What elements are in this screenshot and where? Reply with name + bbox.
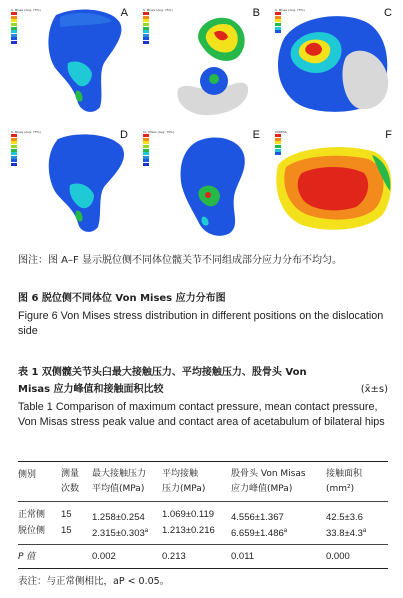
pelvis-stress-model-d [8, 125, 134, 243]
row-mean: 1.069±0.119 [162, 509, 215, 520]
header-side: 侧别 [18, 470, 37, 480]
panel-c [272, 3, 398, 121]
panel-label-b: B [252, 7, 260, 19]
contact-pressure-map-f [272, 125, 398, 243]
header-area-1: 接触面积 [326, 469, 363, 479]
p-label: P 值 [18, 552, 36, 562]
p-max: 0.002 [92, 551, 116, 562]
table-title-stat: (x̄±s) [360, 384, 388, 395]
row-area: 33.8±4.3$^a$ [326, 528, 367, 540]
row-side: 脱位侧 [18, 526, 46, 536]
p-mean: 0.213 [162, 551, 186, 562]
table-p-rule [18, 544, 388, 545]
row-area: 42.5±3.6 [326, 512, 363, 524]
row-n: 15 [61, 509, 72, 520]
row-mean: 1.213±0.216 [162, 525, 215, 536]
acetabulum-stress-model-c [272, 3, 398, 121]
panel-e [140, 125, 266, 243]
panel-b [140, 3, 266, 121]
panel-f [272, 125, 398, 243]
table-title-cn-line2 [18, 382, 388, 397]
row-n: 15 [61, 525, 72, 536]
header-vm-1: 股骨头 Von Misas [231, 469, 306, 479]
header-max-2: 平均值(MPa) [92, 484, 145, 494]
row-max: 2.315±0.303$^a$ [92, 528, 149, 540]
panel-label-d: D [120, 129, 128, 141]
panel-label-e: E [252, 129, 260, 141]
panel-a [8, 3, 134, 121]
figure-note: 图注：图 A–F 显示脱位侧不同体位髋关节不同组成部分应力分布不均匀。 [18, 255, 342, 266]
table-top-rule [18, 461, 388, 462]
table-title-en: Table 1 Comparison of maximum contact pressure, mean contact pressure, Von Misas stress peak value and contact area of acetabulum of bilateral hips [18, 401, 385, 428]
row-vm: 6.659±1.486$^a$ [231, 528, 288, 540]
pelvis-stress-model-e [140, 125, 266, 243]
panel-label-a: A [120, 7, 128, 19]
p-area: 0.000 [326, 551, 350, 562]
pelvis-stress-model-a [8, 3, 134, 121]
header-mean-2: 压力(MPa) [162, 484, 206, 494]
figure-caption-en: Figure 6 Von Mises stress distribution in different positions on the dislocation side [18, 310, 384, 337]
legend-title: S, Mises (Avg: 75%) [11, 130, 41, 134]
legend-title: S, Mises (Avg: 75%) [143, 8, 173, 12]
row-vm: 4.556±1.367 [231, 512, 284, 524]
table-bottom-rule [18, 568, 388, 569]
header-count-2: 次数 [61, 484, 80, 494]
header-count-1: 测量 [61, 469, 80, 479]
panel-label-c: C [384, 7, 392, 19]
row-max: 1.258±0.254 [92, 512, 145, 524]
legend-title: Ct, Mises (Avg: 75%) [143, 130, 175, 134]
figure-caption-cn: 图 6 脱位侧不同体位 Von Mises 应力分布图 [18, 293, 226, 304]
femoral-head-stress-model-b [140, 3, 266, 121]
table-title-cn-line1: 表 1 双侧髋关节头臼最大接触压力、平均接触压力、股骨头 Von [18, 367, 307, 378]
table-header-rule [18, 501, 388, 502]
header-mean-1: 平均接触 [162, 469, 199, 479]
p-vm: 0.011 [231, 551, 255, 562]
panel-d [8, 125, 134, 243]
legend-title: S, Mises (Avg: 75%) [275, 8, 305, 12]
table-title-cn-line2-text: Misas 应力峰值和接触面积比较 [18, 384, 164, 395]
header-max-1: 最大接触压力 [92, 469, 147, 479]
row-side: 正常侧 [18, 510, 46, 520]
legend-title: S, Mises (Avg: 75%) [11, 8, 41, 12]
header-vm-2: 应力峰值(MPa) [231, 484, 293, 494]
legend-title: CPRESS [275, 130, 287, 134]
header-area-2: (mm²) [326, 484, 355, 494]
panel-label-f: F [385, 129, 392, 141]
table-footnote: 表注：与正常侧相比，aP < 0.05。 [18, 576, 170, 587]
